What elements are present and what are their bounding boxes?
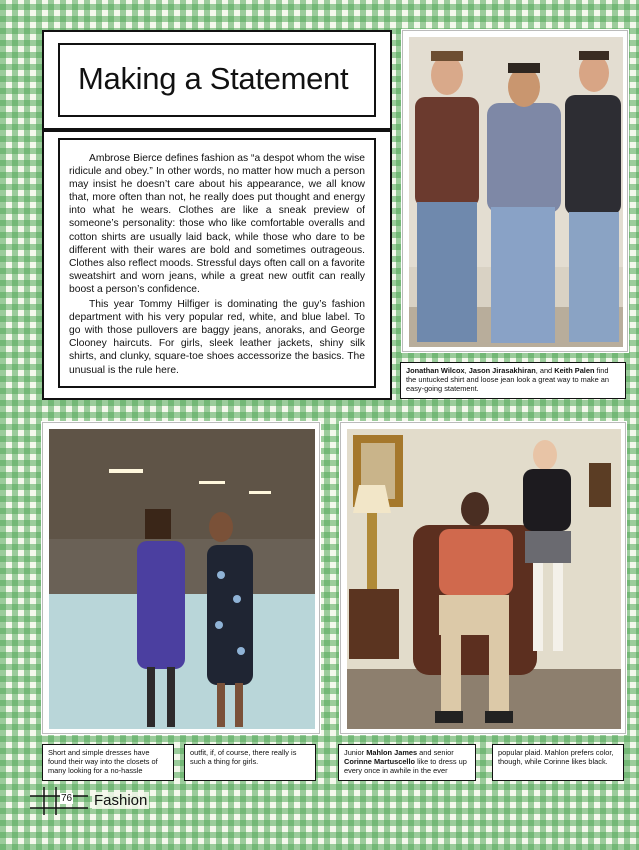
caption-name: Keith Palen <box>554 366 595 375</box>
caption-text: like to dress up every once in awhile in the ever <box>344 757 467 776</box>
folio-lines-icon <box>30 787 88 815</box>
caption-three-guys <box>400 362 626 399</box>
caption-text: outfit, if, of course, there really is such a thing for girls. <box>190 748 297 767</box>
caption-text: and senior <box>417 748 454 757</box>
body-text-box <box>58 138 376 388</box>
folio-ornament <box>30 787 88 815</box>
caption-text: find the untucked shirt and loose jean look a great way to make an easy-going statement. <box>406 366 609 394</box>
section-label: Fashion <box>94 792 148 809</box>
caption-separator: , <box>464 366 469 375</box>
photo-two-girls-image <box>49 429 315 729</box>
photo-mahlon-corinne-image <box>347 429 621 729</box>
caption-dresses-part2 <box>184 744 316 781</box>
body-paragraph: This year Tommy Hilfiger is dominating the guy’s fashion department with his very popular red, white, and blue label. To go with those pullovers are baggy jeans, anoraks, and George Clooney haircuts. For girls, sleek leather jackets, shiny silk shirts, and clunky, square-toe shoes accessorize the basics. The unusual is the rule here. <box>69 299 365 376</box>
photo-two-girls <box>42 422 320 734</box>
page-title: Making a Statement <box>78 61 349 96</box>
page-number: 76 <box>61 793 73 804</box>
caption-name: Corinne Martuscello <box>344 757 416 767</box>
caption-name: Jason Jirasakhiran <box>468 366 536 375</box>
caption-text: Junior <box>344 748 367 757</box>
caption-name: Mahlon James <box>366 748 418 757</box>
caption-plaid-part1 <box>338 744 476 781</box>
caption-separator: , and <box>535 366 555 375</box>
photo-three-guys <box>402 30 628 352</box>
caption-text: Short and simple dresses have found their way into the closets of many looking for a no-hassle <box>48 748 158 776</box>
body-frame <box>42 130 392 400</box>
caption-dresses-part1 <box>42 744 174 781</box>
title-inner-border <box>58 43 376 117</box>
photo-three-guys-image <box>409 37 623 347</box>
caption-name: Jonathan Wilcox <box>406 366 465 375</box>
photo-mahlon-corinne <box>340 422 626 734</box>
caption-plaid-part2 <box>492 744 624 781</box>
caption-text: popular plaid. Mahlon prefers color, though, while Corinne likes black. <box>498 748 614 767</box>
body-paragraph: Ambrose Bierce defines fashion as “a despot whom the wise ridicule and obey.” In other words, no matter how much a person may insist he doesn’t care about his appearance, we all know that, more often than not, he really does put thought and energy into what he wears. Clothes are like a sneak preview of someone’s personality: those who like comfortable overalls and cotton shirts are usually laid back, while those who dare to be different with their wares are bold and sometimes outrageous. Clothes also reflect moods. Stressful days often call on a favorite sweatshirt and worn jeans, while a great new outfit can really boost a person’s confidence. <box>69 153 365 295</box>
title-frame <box>42 30 392 130</box>
